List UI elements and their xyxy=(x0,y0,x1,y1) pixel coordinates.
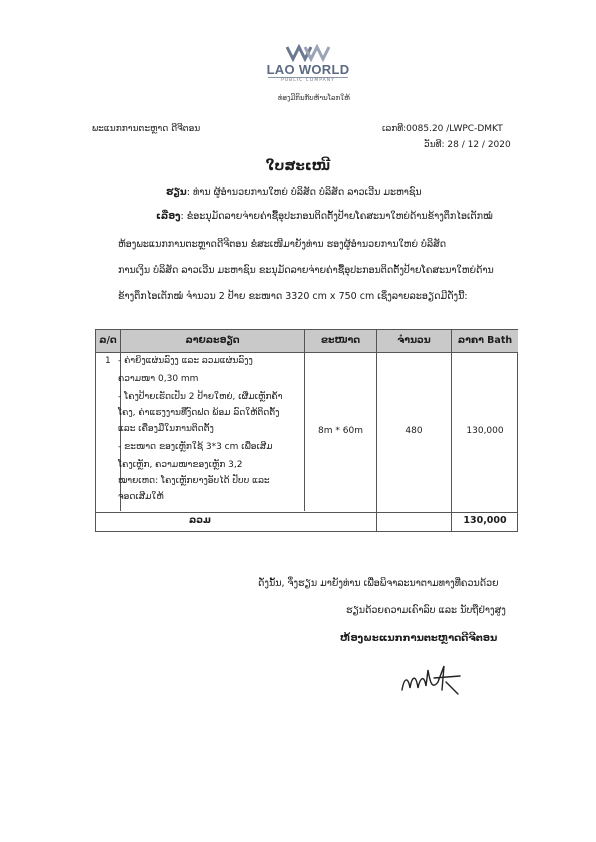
total-value: 130,000 xyxy=(463,515,507,526)
logo-company-name: LAO WORLD xyxy=(266,62,350,77)
company-logo xyxy=(262,44,354,84)
header-size: ຂະໜາດ xyxy=(305,330,376,352)
department-name: ພະແນກການຕະຫຼາດ ດີຈີຕອນ xyxy=(92,124,201,134)
body-line-3: ຂ້າງຕຶກໄອເຕັກໝໍ ຈຳນວນ 2 ປ້າຍ ຂະໜາດ 3320 cm x 750 cm ເຊິ່ງລາຍລະອຽດມີດັ່ງນີ້: xyxy=(118,291,468,302)
subject-label: ເລື່ອງ xyxy=(156,211,181,222)
description-line: ແລະ ເຄື່ອງມືໃນການຕິດຕັ້ງ xyxy=(118,424,214,434)
row-price: 130,000 xyxy=(466,426,504,436)
description-line: ຄວາມໜາ 0,30 mm xyxy=(118,374,199,384)
header-description: ລາຍລະອຽດ xyxy=(121,330,304,352)
addressee-line xyxy=(166,186,422,200)
lao-world-logo-icon xyxy=(285,44,331,62)
body-line-1: ຫ້ອງພະແນກການຕະຫຼາດດີຈີຕອນ ຂໍສະເໜີມາຍັງທ່ານ ຮອງຜູ້ອຳນວຍການໃຫຍ່ ບໍລິສັດ xyxy=(118,239,447,250)
description-line: ຈອດເສີມໃຫ້ xyxy=(118,492,164,502)
company-slogan: ທ່ອງມີກິນກັບຫ້ານໂລກໃຫ້ xyxy=(278,94,350,102)
header-no: ລ/ດ xyxy=(96,330,120,352)
items-table xyxy=(95,329,518,532)
body-line-2: ການເງິນ ບໍລິສັດ ລາວເວີນ ມະຫາຊົນ ຂະນຸມັດລາຍຈ່າຍຄ່າຊື້ອຸປະກອນຕິດຕັ້ງປ້າຍໂຄສະນາໃຫຍ່ດ້ານ xyxy=(118,265,494,276)
description-line: - ໂຄງປ້າຍເຮັດເປັນ 2 ປ້າຍໃຫຍ່, ເຜີ່ມເຫຼັກຄໍ້າ xyxy=(118,392,283,402)
column-divider xyxy=(304,330,305,511)
to-label: ຮຽນ xyxy=(166,187,187,198)
total-label: ລວມ xyxy=(188,515,212,526)
row-number: 1 xyxy=(105,356,111,366)
row-size: 8m * 60m xyxy=(318,426,363,436)
closing-line-2: ຮຽນດ້ວຍຄວາມເຄົາລົບ ແລະ ນັບຖືຢ່າງສູງ xyxy=(346,605,506,616)
to-text: : ທ່ານ ຜູ້ອຳນວຍການໃຫຍ່ ບໍລິສັດ ບໍລິສັດ ລາວເວີນ ມະຫາຊົນ xyxy=(186,187,422,198)
description-line: ໂຄງ, ຄ່າແຮງງານທີ່ງົດຟດ ພ້ອມ ລົດໃຫ້ຕິດຕັ້ງ xyxy=(118,408,280,418)
description-line: ໝາຍເຫດ: ໂຄງເຫຼັກຍາງອັບໄດ້ ປັບບ ແລະ xyxy=(118,476,270,486)
document-title: ໃບສະເໜີ xyxy=(265,158,331,174)
closing-line-1: ດັ່ງນັ້ນ, ຈຶ່ງຮຽນ ມາຍັງທ່ານ ເພື່ອພິຈາລະນາຕາມທາງທີ່ຄວນດ້ວຍ xyxy=(258,578,499,589)
subject-line xyxy=(156,210,493,224)
document-date: ວັນທີ: 28 / 12 / 2020 xyxy=(424,140,511,150)
subject-text: : ຂໍອະນຸມັດລາຍຈ່າຍຄ່າຊື້ອຸປະກອນຕິດຕັ້ງປ້າຍໂຄສະນາໃຫຍ່ດ້ານຂ້າງຕຶກໄອເຕັກໝໍ xyxy=(180,211,493,222)
description-line: - ຂະໜາດ ຂອງເຫຼັກໃຊ້ 3*3 cm ເພື່ອເສີມ xyxy=(118,442,273,452)
total-divider xyxy=(96,512,517,513)
handwritten-signature xyxy=(398,660,468,702)
description-line: ໂຄງເຫຼັກ, ຄວາມໜາຂອງເຫຼັກ 3,2 xyxy=(118,460,243,470)
description-line: - ຄ່າຍິງແຜ່ນລົງງ ແລະ ລວມແຜ່ນລົງງ xyxy=(118,356,253,366)
row-quantity: 480 xyxy=(405,426,423,436)
header-price: ລາຄາ Bath xyxy=(452,330,518,352)
signatory-department: ຫ້ອງພະແນກການຕະຫຼາດດີຈີຕອນ xyxy=(340,633,498,644)
header-divider xyxy=(96,352,517,353)
logo-public-company: PUBLIC COMPANY xyxy=(268,77,348,84)
reference-number: ເລກທີ:0085.20 /LWPC-DMKT xyxy=(382,124,503,134)
header-quantity: ຈຳນວນ xyxy=(377,330,451,352)
